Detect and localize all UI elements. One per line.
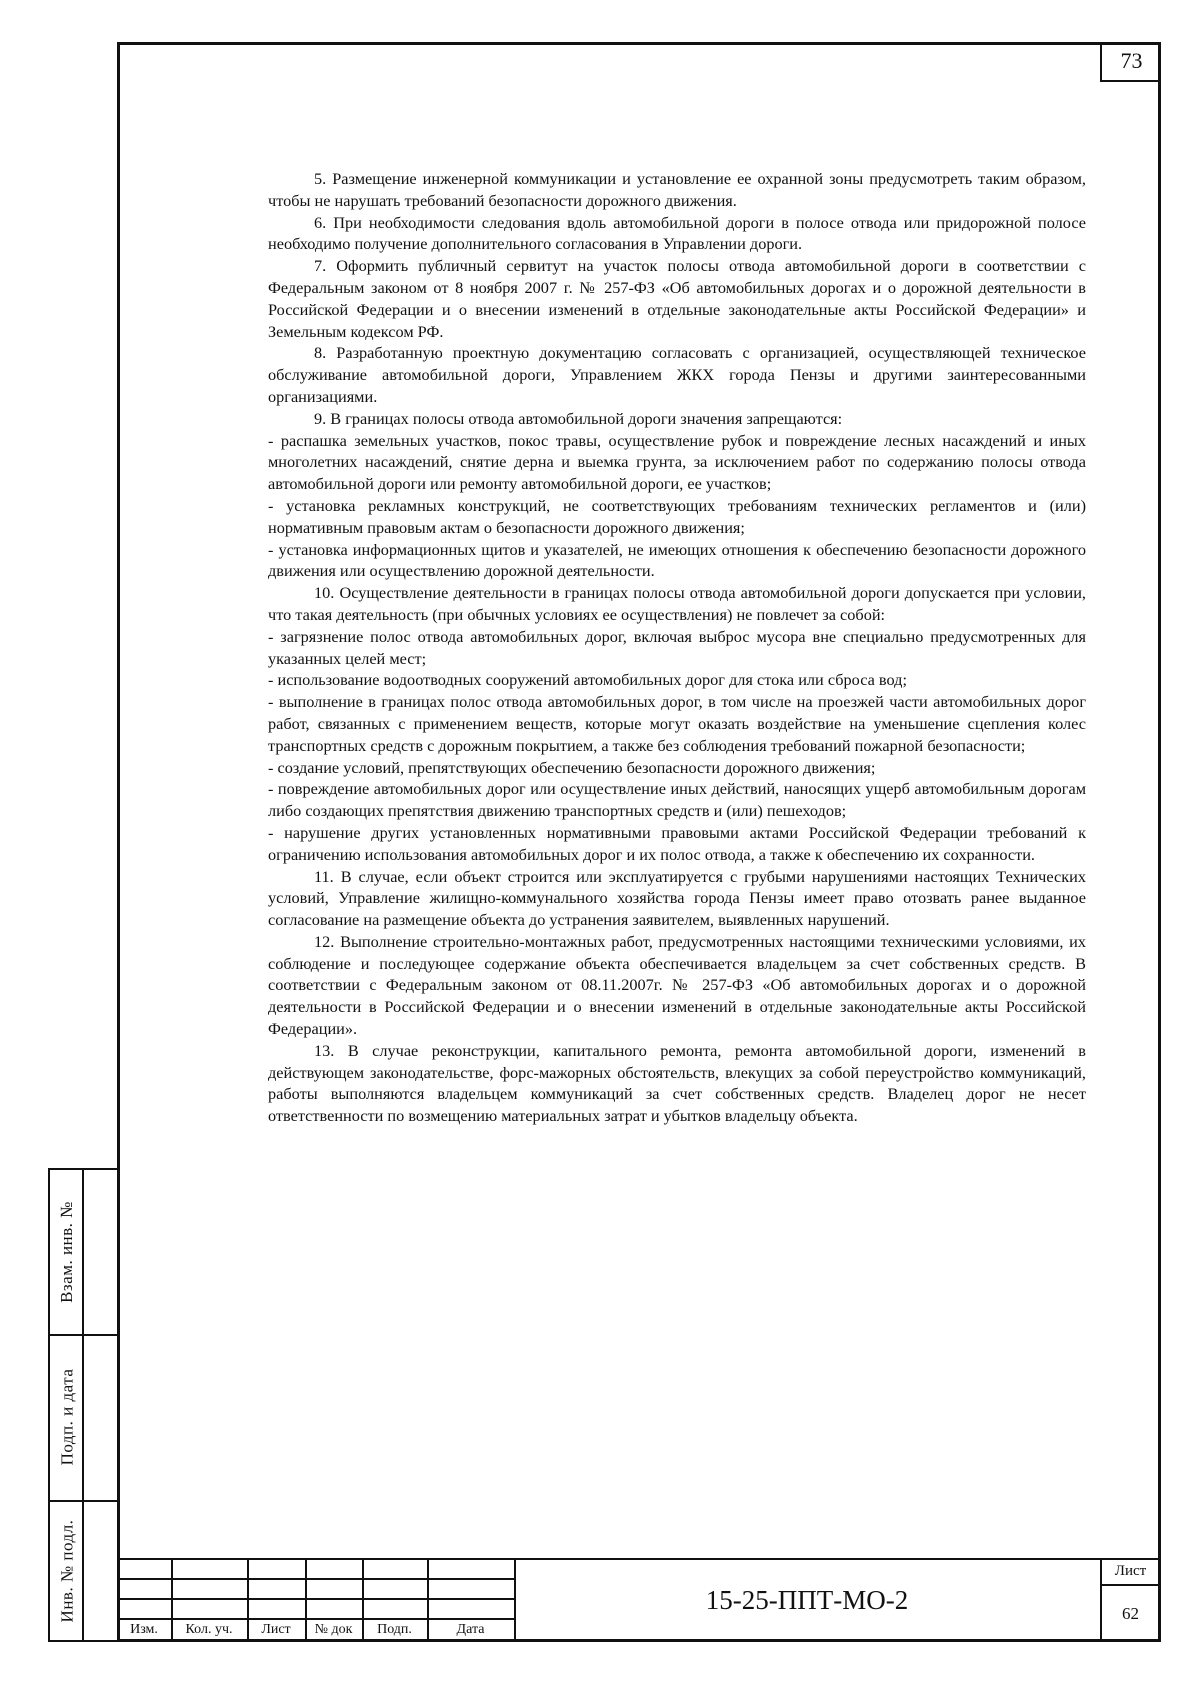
paragraph: 6. При необходимости следования вдоль автомобильной дороги в полосе отвода или придорожной полосе необходимо получение дополнительного согласования в Управлении дороги.: [268, 212, 1086, 254]
paragraph: 13. В случае реконструкции, капитального ремонта, ремонта автомобильной дороги, изменений в действующем законодательстве, форс-мажорных обстоятельств, влекущих за собой переустройство коммуникаций, работы выполняются владельцем коммуникаций за счет собственных средств. Владелец дорог не несет ответственности по возмещению материальных затрат и убытков владельцу объекта.: [268, 1040, 1086, 1126]
paragraph: - установка информационных щитов и указателей, не имеющих отношения к обеспечению безопасности дорожного движения или осуществлению дорожной деятельности.: [268, 539, 1086, 581]
top-page-number: 73: [1100, 42, 1161, 82]
paragraph: - выполнение в границах полос отвода автомобильных дорог, в том числе на проезжей части автомобильных дорог работ, связанных с применением веществ, которые могут оказать воздействие на уменьшение сцепления колес транспортных средств с дорожным покрытием, а также без соблюдения требований пожарной безопасности;: [268, 692, 1086, 755]
left-margin-strip: [48, 1168, 117, 1642]
hdr-kol-uch: Кол. уч.: [185, 1622, 233, 1637]
inv-label: Инв. № подл.: [57, 1519, 76, 1623]
paragraph: - использование водоотводных сооружений автомобильных дорог для стока или сброса вод;: [268, 670, 907, 690]
vzam-label: Взам. инв. №: [57, 1201, 76, 1303]
document-code: 15-25-ППТ-МО-2: [705, 1584, 909, 1615]
paragraph: - установка рекламных конструкций, не соответствующих требованиям технических регламентов и (или) нормативным правовым актам о безопасности дорожного движения;: [268, 495, 1086, 537]
paragraph: - создание условий, препятствующих обеспечению безопасности дорожного движения;: [268, 757, 876, 777]
paragraph: 9. В границах полосы отвода автомобильной дороги значения запрещаются:: [314, 408, 843, 428]
revision-grid: [117, 1558, 514, 1642]
podp-label-cell: [50, 1334, 84, 1500]
paragraph: - повреждение автомобильных дорог или осуществление иных действий, наносящих ущерб автомобильным дорогам либо создающих препятствия движению транспортных средств и (или) пешеходов;: [268, 779, 1086, 821]
paragraph: - загрязнение полос отвода автомобильных дорог, включая выброс мусора вне специально предусмотренных для указанных целей мест;: [268, 626, 1086, 668]
inv-label-cell: [50, 1500, 84, 1642]
paragraph: 5. Размещение инженерной коммуникации и установление ее охранной зоны предусмотреть таким образом, чтобы не нарушать требований безопасности дорожного движения.: [268, 169, 1086, 210]
hdr-data: Дата: [456, 1622, 485, 1637]
hdr-podp: Подп.: [377, 1622, 412, 1637]
vzam-label-cell: [50, 1170, 84, 1334]
sheet-label: Лист: [1114, 1562, 1147, 1579]
paragraph: - распашка земельных участков, покос травы, осуществление рубок и повреждение лесных насаждений и иных многолетних насаждений, снятие дерна и выемка грунта, за исключением работ по содержанию полосы отвода автомобильной дороги или ремонту автомобильной дороги, ее участков;: [268, 430, 1086, 494]
paragraph: 11. В случае, если объект строится или эксплуатируется с грубыми нарушениями настоящих Технических условий, Управление жилищно-коммунального хозяйства города Пензы имеет право отозвать ранее выданное согласование на размещение объекта до устранения заявителем, выявленных нарушений.: [268, 866, 1086, 930]
paragraph: 8. Разработанную проектную документацию согласовать с организацией, осуществляющей техническое обслуживание автомобильной дороги, Управлением ЖКХ города Пензы и другими заинтересованными организациями.: [268, 343, 1086, 406]
hdr-n-dok: № док: [314, 1622, 353, 1637]
document-body: [268, 168, 1086, 1127]
paragraph: 10. Осуществление деятельности в границах полосы отвода автомобильной дороги допускается при условии, что такая деятельность (при обычных условиях ее осуществления) не повлечет за собой:: [268, 583, 1086, 624]
hdr-list: Лист: [261, 1622, 291, 1637]
hdr-izm: Изм.: [130, 1622, 158, 1637]
title-block: [117, 1558, 1161, 1642]
paragraph: 7. Оформить публичный сервитут на участок полосы отвода автомобильной дороги в соответствии с Федеральным законом от 8 ноября 2007 г. № 257-ФЗ «Об автомобильных дорогах и о дорожной деятельности в Российской Федерации и о внесении изменений в отдельные законодательные акты Российской Федерации» и Земельным кодексом РФ.: [268, 256, 1086, 341]
paragraph: 12. Выполнение строительно-монтажных работ, предусмотренных настоящими техническими условиями, их соблюдение и последующее содержание объекта обеспечивается владельцем за счет собственных средств. В соответствии с Федеральным законом от 08.11.2007г. № 257-ФЗ «Об автомобильных дорогах и о дорожной деятельности в Российской Федерации и о внесении изменений в отдельные законодательные акты Российской Федерации».: [268, 931, 1086, 1039]
paragraph: - нарушение других установленных нормативными правовыми актами Российской Федерации требований к ограничению использования автомобильных дорог и их полос отвода, а также к обеспечению их сохранности.: [268, 822, 1086, 864]
podp-label: Подп. и дата: [57, 1368, 77, 1466]
sheet-number: 62: [1122, 1604, 1139, 1623]
